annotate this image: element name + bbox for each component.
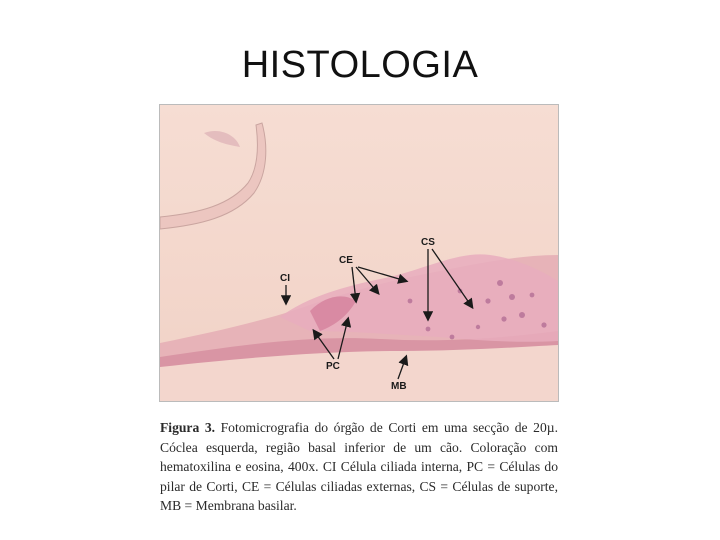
caption-text: Fotomicrografia do órgão de Corti em uma secção de 20µ. Cóclea esquerda, região basal inferior de um cão. Coloração com hematoxilina e eosina, 400x. CI Célula ciliada interna, PC = Células do pilar de Corti, CE = Células ciliadas externas, CS = Células de suporte, MB = Membrana basilar.: [160, 420, 558, 513]
label-pc: PC: [326, 361, 340, 372]
micrograph-image: [159, 104, 559, 402]
label-mb: MB: [391, 381, 407, 392]
label-cs: CS: [421, 237, 435, 248]
label-ce: CE: [339, 255, 353, 266]
slide-title: HISTOLOGIA: [241, 44, 479, 86]
label-ci: CI: [280, 273, 290, 284]
figure-caption: [160, 418, 558, 516]
caption-lead: Figura 3.: [160, 420, 216, 435]
